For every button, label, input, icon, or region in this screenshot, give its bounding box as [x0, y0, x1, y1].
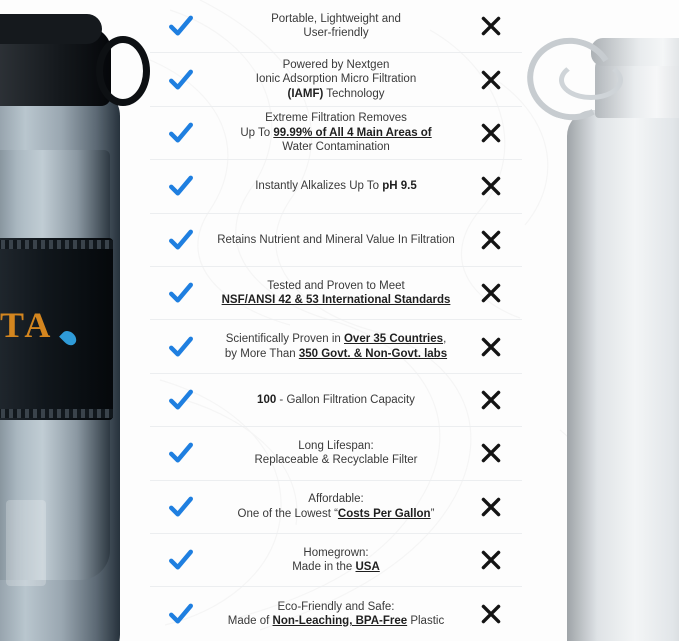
black-x-icon [480, 69, 502, 91]
carry-loop-inner-icon [559, 60, 623, 100]
black-x-icon [480, 389, 502, 411]
competitor-cross-cell [460, 336, 522, 358]
feature-label: Scientifically Proven in Over 35 Countries, by More Than 350 Govt. & Non-Govt. labs [224, 333, 448, 360]
feature-label: Homegrown: Made in the USA [292, 546, 380, 574]
feature-check-cell [150, 173, 212, 199]
table-row [150, 214, 522, 267]
feature-check-cell [150, 601, 212, 627]
competitor-cross-cell [460, 175, 522, 197]
table-row [150, 53, 522, 106]
feature-check-cell [150, 387, 212, 413]
left-product-image [0, 0, 150, 641]
feature-check-cell [150, 67, 212, 93]
black-x-icon [480, 15, 502, 37]
black-x-icon [480, 549, 502, 571]
competitor-cross-cell [460, 15, 522, 37]
feature-check-cell [150, 227, 212, 253]
table-row [150, 160, 522, 213]
competitor-cross-cell [460, 389, 522, 411]
feature-label: Long Lifespan: Replaceable & Recyclable Filter [254, 439, 418, 467]
table-row [150, 587, 522, 640]
table-row [150, 427, 522, 480]
black-x-icon [480, 603, 502, 625]
competitor-cross-cell [460, 122, 522, 144]
feature-label: Affordable: One of the Lowest “Costs Per Gallon” [237, 493, 435, 520]
blue-check-icon [168, 280, 194, 306]
feature-check-cell [150, 334, 212, 360]
blue-check-icon [168, 13, 194, 39]
black-x-icon [480, 175, 502, 197]
feature-check-cell [150, 494, 212, 520]
left-bottle-cap-top [0, 14, 102, 44]
black-x-icon [480, 496, 502, 518]
comparison-table [150, 0, 522, 641]
feature-check-cell [150, 440, 212, 466]
table-row [150, 534, 522, 587]
table-row [150, 267, 522, 320]
feature-label: Eco-Friendly and Safe: Made of Non-Leaching, BPA-Free Plastic [227, 600, 445, 628]
blue-check-icon [168, 601, 194, 627]
left-bottle-window [6, 500, 46, 586]
table-row [150, 320, 522, 373]
feature-check-cell [150, 120, 212, 146]
blue-check-icon [168, 440, 194, 466]
feature-label: Extreme Filtration Removes Up To 99.99% of All 4 Main Areas of Water Contamination [240, 112, 432, 154]
competitor-cross-cell [460, 496, 522, 518]
feature-label: Instantly Alkalizes Up To pH 9.5 [255, 180, 417, 193]
competitor-cross-cell [460, 282, 522, 304]
right-bottle-body [567, 110, 679, 641]
blue-check-icon [168, 494, 194, 520]
feature-label: Powered by Nextgen Ionic Adsorption Micro Filtration (IAMF) Technology [255, 58, 417, 100]
blue-check-icon [168, 67, 194, 93]
feature-label: Tested and Proven to Meet NSF/ANSI 42 & 53 International Standards [221, 279, 451, 307]
black-x-icon [480, 282, 502, 304]
carry-loop-icon [96, 36, 150, 106]
competitor-cross-cell [460, 442, 522, 464]
black-x-icon [480, 442, 502, 464]
feature-label: Portable, Lightweight and User-friendly [271, 12, 401, 40]
black-x-icon [480, 122, 502, 144]
competitor-cross-cell [460, 229, 522, 251]
blue-check-icon [168, 334, 194, 360]
table-row [150, 0, 522, 53]
table-row [150, 374, 522, 427]
black-x-icon [480, 229, 502, 251]
table-row [150, 107, 522, 160]
competitor-cross-cell [460, 603, 522, 625]
blue-check-icon [168, 387, 194, 413]
blue-check-icon [168, 547, 194, 573]
blue-check-icon [168, 120, 194, 146]
feature-check-cell [150, 280, 212, 306]
black-x-icon [480, 336, 502, 358]
left-bottle-brand-text: TA [0, 305, 54, 345]
table-row [150, 481, 522, 534]
feature-check-cell [150, 13, 212, 39]
blue-check-icon [168, 173, 194, 199]
feature-label: 100 - Gallon Filtration Capacity [257, 393, 415, 406]
blue-check-icon [168, 227, 194, 253]
feature-check-cell [150, 547, 212, 573]
feature-label: Retains Nutrient and Mineral Value In Filtration [217, 233, 455, 246]
competitor-cross-cell [460, 69, 522, 91]
competitor-cross-cell [460, 549, 522, 571]
right-product-image [519, 0, 679, 641]
